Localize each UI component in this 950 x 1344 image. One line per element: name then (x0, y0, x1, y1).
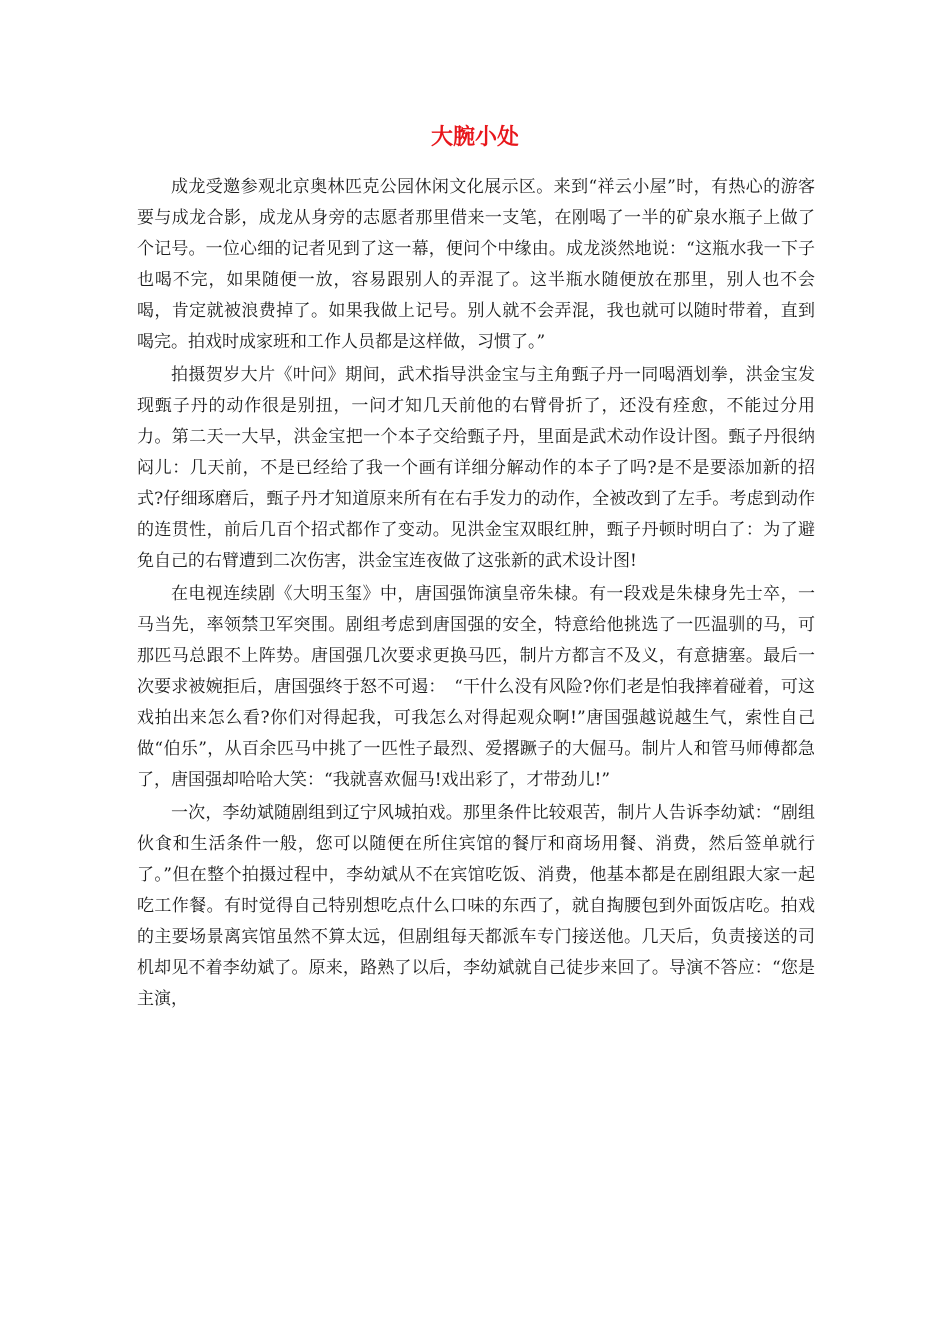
article-body (137, 172, 815, 1017)
paragraph-tang-guoqiang: 在电视连续剧《大明玉玺》中，唐国强饰演皇帝朱棣。有一段戏是朱棣身先士卒，一马当先，率领禁卫军突围。剧组考虑到唐国强的安全，特意给他挑选了一匹温驯的马，可那匹马总跟不上阵势。唐国强几次要求更换马匹，制片方都言不及义，有意搪塞。最后一次要求被婉拒后，唐国强终于怒不可遏： “干什么没有风险?你们老是怕我摔着碰着，可这戏拍出来怎么看?你们对得起我，可我怎么对得起观众啊!”唐国强越说越生气，索性自己做“伯乐”，从百余匹马中挑了一匹性子最烈、爱撂蹶子的大倔马。制片人和管马师傅都急了，唐国强却哈哈大笑：“我就喜欢倔马!戏出彩了，才带劲儿!” (137, 584, 815, 790)
paragraph-jackie-chan: 成龙受邀参观北京奥林匹克公园休闲文化展示区。来到“祥云小屋”时，有热心的游客要与成龙合影，成龙从身旁的志愿者那里借来一支笔，在刚喝了一半的矿泉水瓶子上做了个记号。一位心细的记者见到了这一幕，便问个中缘由。成龙淡然地说：“这瓶水我一下子也喝不完，如果随便一放，容易跟别人的弄混了。这半瓶水随便放在那里，别人也不会喝，肯定就被浪费掉了。如果我做上记号。别人就不会弄混，我也就可以随时带着，直到喝完。拍戏时成家班和工作人员都是这样做，习惯了。” (137, 177, 815, 352)
article-title: 大腕小处 (430, 124, 519, 150)
paragraph-li-youbin: 一次，李幼斌随剧组到辽宁风城拍戏。那里条件比较艰苦，制片人告诉李幼斌：“剧组伙食和生活条件一般，您可以随便在所住宾馆的餐厅和商场用餐、消费，然后签单就行了。”但在整个拍摄过程中，李幼斌从不在宾馆吃饭、消费，他基本都是在剧组跟大家一起吃工作餐。有时觉得自己特别想吃点什么口味的东西了，就自掏腰包到外面饭店吃。拍戏的主要场景离宾馆虽然不算太远，但剧组每天都派车专门接送他。几天后，负责接送的司机却见不着李幼斌了。原来，路熟了以后，李幼斌就自己徒步来回了。导演不答应：“您是主演， (137, 803, 815, 1009)
paragraph-ip-man: 拍摄贺岁大片《叶问》期间，武术指导洪金宝与主角甄子丹一同喝酒划拳，洪金宝发现甄子丹的动作很是别扭，一问才知几天前他的右臂骨折了，还没有痊愈，不能过分用力。第二天一大早，洪金宝把一个本子交给甄子丹，里面是武术动作设计图。甄子丹很纳闷儿：几天前，不是已经给了我一个画有详细分解动作的本子了吗?是不是要添加新的招式?仔细琢磨后，甄子丹才知道原来所有在右手发力的动作，全被改到了左手。考虑到动作的连贯性，前后几百个招式都作了变动。见洪金宝双眼红肿，甄子丹顿时明白了：为了避免自己的右臂遭到二次伤害，洪金宝连夜做了这张新的武术设计图! (137, 365, 815, 571)
